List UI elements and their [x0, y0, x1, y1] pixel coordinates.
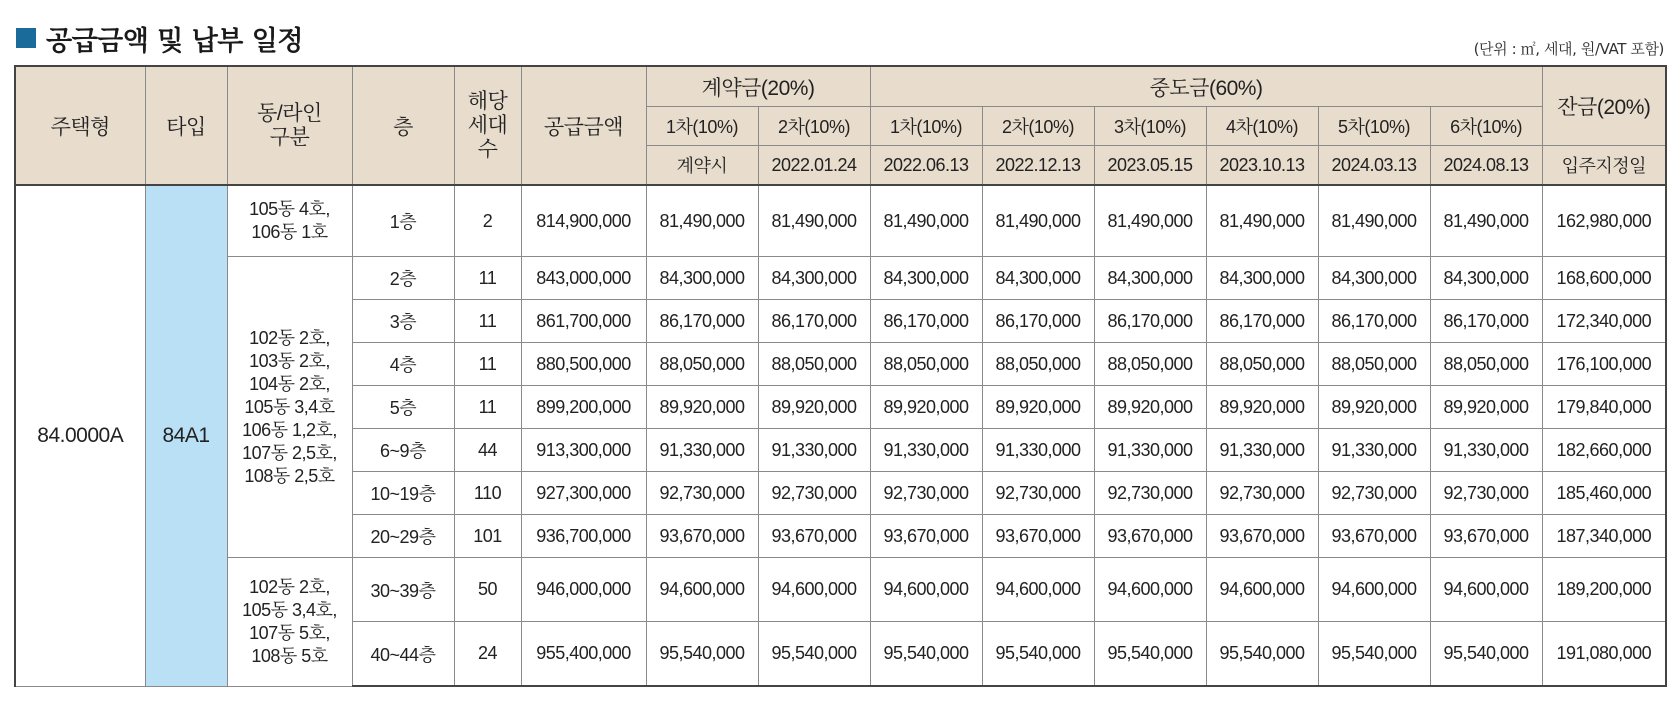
balance-cell: 172,340,000	[1542, 300, 1666, 343]
header-installment: 2차(10%)	[982, 107, 1094, 146]
installment-cell: 84,300,000	[1206, 257, 1318, 300]
installment-cell: 86,170,000	[1430, 300, 1542, 343]
installment-cell: 81,490,000	[1318, 185, 1430, 257]
supply-price-cell: 843,000,000	[521, 257, 646, 300]
supply-price-cell: 936,700,000	[521, 515, 646, 558]
balance-cell: 185,460,000	[1542, 472, 1666, 515]
supply-price-cell: 814,900,000	[521, 185, 646, 257]
installment-cell: 86,170,000	[1206, 300, 1318, 343]
installment-cell: 92,730,000	[758, 472, 870, 515]
installment-cell: 86,170,000	[758, 300, 870, 343]
installment-cell: 93,670,000	[1206, 515, 1318, 558]
installment-cell: 93,670,000	[870, 515, 982, 558]
installment-cell: 89,920,000	[1430, 386, 1542, 429]
installment-cell: 89,920,000	[646, 386, 758, 429]
header-date: 2022.01.24	[758, 146, 870, 186]
supply-price-cell: 861,700,000	[521, 300, 646, 343]
header-installment: 1차(10%)	[646, 107, 758, 146]
floor-cell: 4층	[352, 343, 454, 386]
installment-cell: 95,540,000	[1094, 622, 1206, 687]
installment-cell: 91,330,000	[1318, 429, 1430, 472]
installment-cell: 81,490,000	[870, 185, 982, 257]
installment-cell: 89,920,000	[1094, 386, 1206, 429]
floor-cell: 10~19층	[352, 472, 454, 515]
installment-cell: 84,300,000	[758, 257, 870, 300]
balance-cell: 187,340,000	[1542, 515, 1666, 558]
header-type: 타입	[145, 66, 227, 185]
units-cell: 11	[454, 343, 521, 386]
header-floor: 층	[352, 66, 454, 185]
installment-cell: 95,540,000	[646, 622, 758, 687]
header-supply-price: 공급금액	[521, 66, 646, 185]
installment-cell: 92,730,000	[982, 472, 1094, 515]
installment-cell: 91,330,000	[1430, 429, 1542, 472]
installment-cell: 95,540,000	[1318, 622, 1430, 687]
installment-cell: 93,670,000	[646, 515, 758, 558]
installment-cell: 91,330,000	[1094, 429, 1206, 472]
balance-cell: 191,080,000	[1542, 622, 1666, 687]
installment-cell: 81,490,000	[1430, 185, 1542, 257]
installment-cell: 88,050,000	[646, 343, 758, 386]
installment-cell: 86,170,000	[1094, 300, 1206, 343]
installment-cell: 94,600,000	[982, 558, 1094, 622]
installment-cell: 84,300,000	[1318, 257, 1430, 300]
installment-cell: 89,920,000	[1206, 386, 1318, 429]
installment-cell: 95,540,000	[870, 622, 982, 687]
header-installment: 6차(10%)	[1430, 107, 1542, 146]
installment-cell: 91,330,000	[982, 429, 1094, 472]
balance-cell: 176,100,000	[1542, 343, 1666, 386]
units-cell: 50	[454, 558, 521, 622]
supply-price-cell: 946,000,000	[521, 558, 646, 622]
units-cell: 44	[454, 429, 521, 472]
floor-cell: 1층	[352, 185, 454, 257]
table-row	[15, 257, 1666, 300]
installment-cell: 95,540,000	[758, 622, 870, 687]
installment-cell: 88,050,000	[758, 343, 870, 386]
units-cell: 2	[454, 185, 521, 257]
installment-cell: 88,050,000	[870, 343, 982, 386]
balance-cell: 162,980,000	[1542, 185, 1666, 257]
installment-cell: 94,600,000	[1094, 558, 1206, 622]
header-housing: 주택형	[15, 66, 145, 185]
installment-cell: 93,670,000	[758, 515, 870, 558]
header-middle-group: 중도금(60%)	[870, 66, 1542, 107]
installment-cell: 84,300,000	[646, 257, 758, 300]
installment-cell: 94,600,000	[758, 558, 870, 622]
installment-cell: 91,330,000	[646, 429, 758, 472]
installment-cell: 89,920,000	[870, 386, 982, 429]
header-date: 계약시	[646, 146, 758, 186]
installment-cell: 89,920,000	[982, 386, 1094, 429]
installment-cell: 95,540,000	[1206, 622, 1318, 687]
units-cell: 110	[454, 472, 521, 515]
header-units	[454, 66, 521, 185]
header-date: 2022.12.13	[982, 146, 1094, 186]
header-date: 2023.10.13	[1206, 146, 1318, 186]
header-date: 2024.03.13	[1318, 146, 1430, 186]
installment-cell: 86,170,000	[646, 300, 758, 343]
installment-cell: 92,730,000	[1206, 472, 1318, 515]
section-title	[16, 20, 303, 56]
installment-cell: 93,670,000	[1430, 515, 1542, 558]
unit-note: (단위 : ㎡, 세대, 원/VAT 포함)	[1473, 40, 1664, 58]
installment-cell: 81,490,000	[758, 185, 870, 257]
units-cell: 11	[454, 257, 521, 300]
floor-cell: 20~29층	[352, 515, 454, 558]
installment-cell: 93,670,000	[1094, 515, 1206, 558]
header-dong-line-text: 동/라인 구분	[257, 101, 322, 149]
floor-cell: 2층	[352, 257, 454, 300]
floor-cell: 5층	[352, 386, 454, 429]
installment-cell: 92,730,000	[1430, 472, 1542, 515]
installment-cell: 92,730,000	[646, 472, 758, 515]
header-installment: 2차(10%)	[758, 107, 870, 146]
installment-cell: 84,300,000	[870, 257, 982, 300]
supply-price-cell: 880,500,000	[521, 343, 646, 386]
header-installment: 3차(10%)	[1094, 107, 1206, 146]
header-installment: 5차(10%)	[1318, 107, 1430, 146]
floor-cell: 3층	[352, 300, 454, 343]
units-cell: 11	[454, 300, 521, 343]
balance-cell: 189,200,000	[1542, 558, 1666, 622]
header-date: 2024.08.13	[1430, 146, 1542, 186]
balance-cell: 182,660,000	[1542, 429, 1666, 472]
floor-cell: 40~44층	[352, 622, 454, 687]
header-deposit-group: 계약금(20%)	[646, 66, 870, 107]
title-text: 공급금액 및 납부 일정	[46, 25, 303, 57]
floor-cell: 6~9층	[352, 429, 454, 472]
housing-type-cell: 84.0000A	[15, 185, 145, 686]
header-balance: 잔금(20%)	[1542, 66, 1666, 146]
installment-cell: 93,670,000	[982, 515, 1094, 558]
table-row	[15, 185, 1666, 257]
header-units-text: 해당 세대 수	[467, 89, 508, 161]
header-date: 2023.05.15	[1094, 146, 1206, 186]
installment-cell: 93,670,000	[1318, 515, 1430, 558]
installment-cell: 91,330,000	[758, 429, 870, 472]
supply-price-cell: 899,200,000	[521, 386, 646, 429]
table-body	[15, 185, 1666, 686]
installment-cell: 84,300,000	[1430, 257, 1542, 300]
balance-cell: 179,840,000	[1542, 386, 1666, 429]
installment-cell: 94,600,000	[1430, 558, 1542, 622]
header-dong-line	[227, 66, 352, 185]
installment-cell: 95,540,000	[982, 622, 1094, 687]
installment-cell: 84,300,000	[1094, 257, 1206, 300]
supply-price-cell: 955,400,000	[521, 622, 646, 687]
installment-cell: 81,490,000	[646, 185, 758, 257]
installment-cell: 88,050,000	[982, 343, 1094, 386]
installment-cell: 95,540,000	[1430, 622, 1542, 687]
installment-cell: 84,300,000	[982, 257, 1094, 300]
installment-cell: 86,170,000	[870, 300, 982, 343]
balance-cell: 168,600,000	[1542, 257, 1666, 300]
type-code-cell: 84A1	[145, 185, 227, 686]
header-installment: 4차(10%)	[1206, 107, 1318, 146]
installment-cell: 94,600,000	[646, 558, 758, 622]
title-square-icon	[16, 28, 36, 48]
installment-cell: 88,050,000	[1206, 343, 1318, 386]
installment-cell: 81,490,000	[1094, 185, 1206, 257]
installment-cell: 92,730,000	[1094, 472, 1206, 515]
installment-cell: 92,730,000	[870, 472, 982, 515]
price-schedule-table	[14, 65, 1667, 687]
floor-cell: 30~39층	[352, 558, 454, 622]
installment-cell: 88,050,000	[1094, 343, 1206, 386]
table-row	[15, 558, 1666, 622]
installment-cell: 81,490,000	[1206, 185, 1318, 257]
dong-line-cell: 102동 2호, 103동 2호, 104동 2호, 105동 3,4호 106동 1,2호, 107동 2,5호, 108동 2,5호	[227, 257, 352, 558]
installment-cell: 86,170,000	[1318, 300, 1430, 343]
units-cell: 101	[454, 515, 521, 558]
installment-cell: 92,730,000	[1318, 472, 1430, 515]
installment-cell: 91,330,000	[870, 429, 982, 472]
header-installment: 1차(10%)	[870, 107, 982, 146]
installment-cell: 88,050,000	[1318, 343, 1430, 386]
units-cell: 24	[454, 622, 521, 687]
dong-line-cell: 102동 2호, 105동 3,4호, 107동 5호, 108동 5호	[227, 558, 352, 687]
installment-cell: 81,490,000	[982, 185, 1094, 257]
installment-cell: 94,600,000	[870, 558, 982, 622]
installment-cell: 94,600,000	[1318, 558, 1430, 622]
dong-line-cell: 105동 4호, 106동 1호	[227, 185, 352, 257]
header-date: 2022.06.13	[870, 146, 982, 186]
installment-cell: 91,330,000	[1206, 429, 1318, 472]
installment-cell: 88,050,000	[1430, 343, 1542, 386]
installment-cell: 89,920,000	[1318, 386, 1430, 429]
supply-price-cell: 913,300,000	[521, 429, 646, 472]
installment-cell: 94,600,000	[1206, 558, 1318, 622]
installment-cell: 89,920,000	[758, 386, 870, 429]
installment-cell: 86,170,000	[982, 300, 1094, 343]
header-date: 입주지정일	[1542, 146, 1666, 186]
supply-price-cell: 927,300,000	[521, 472, 646, 515]
units-cell: 11	[454, 386, 521, 429]
